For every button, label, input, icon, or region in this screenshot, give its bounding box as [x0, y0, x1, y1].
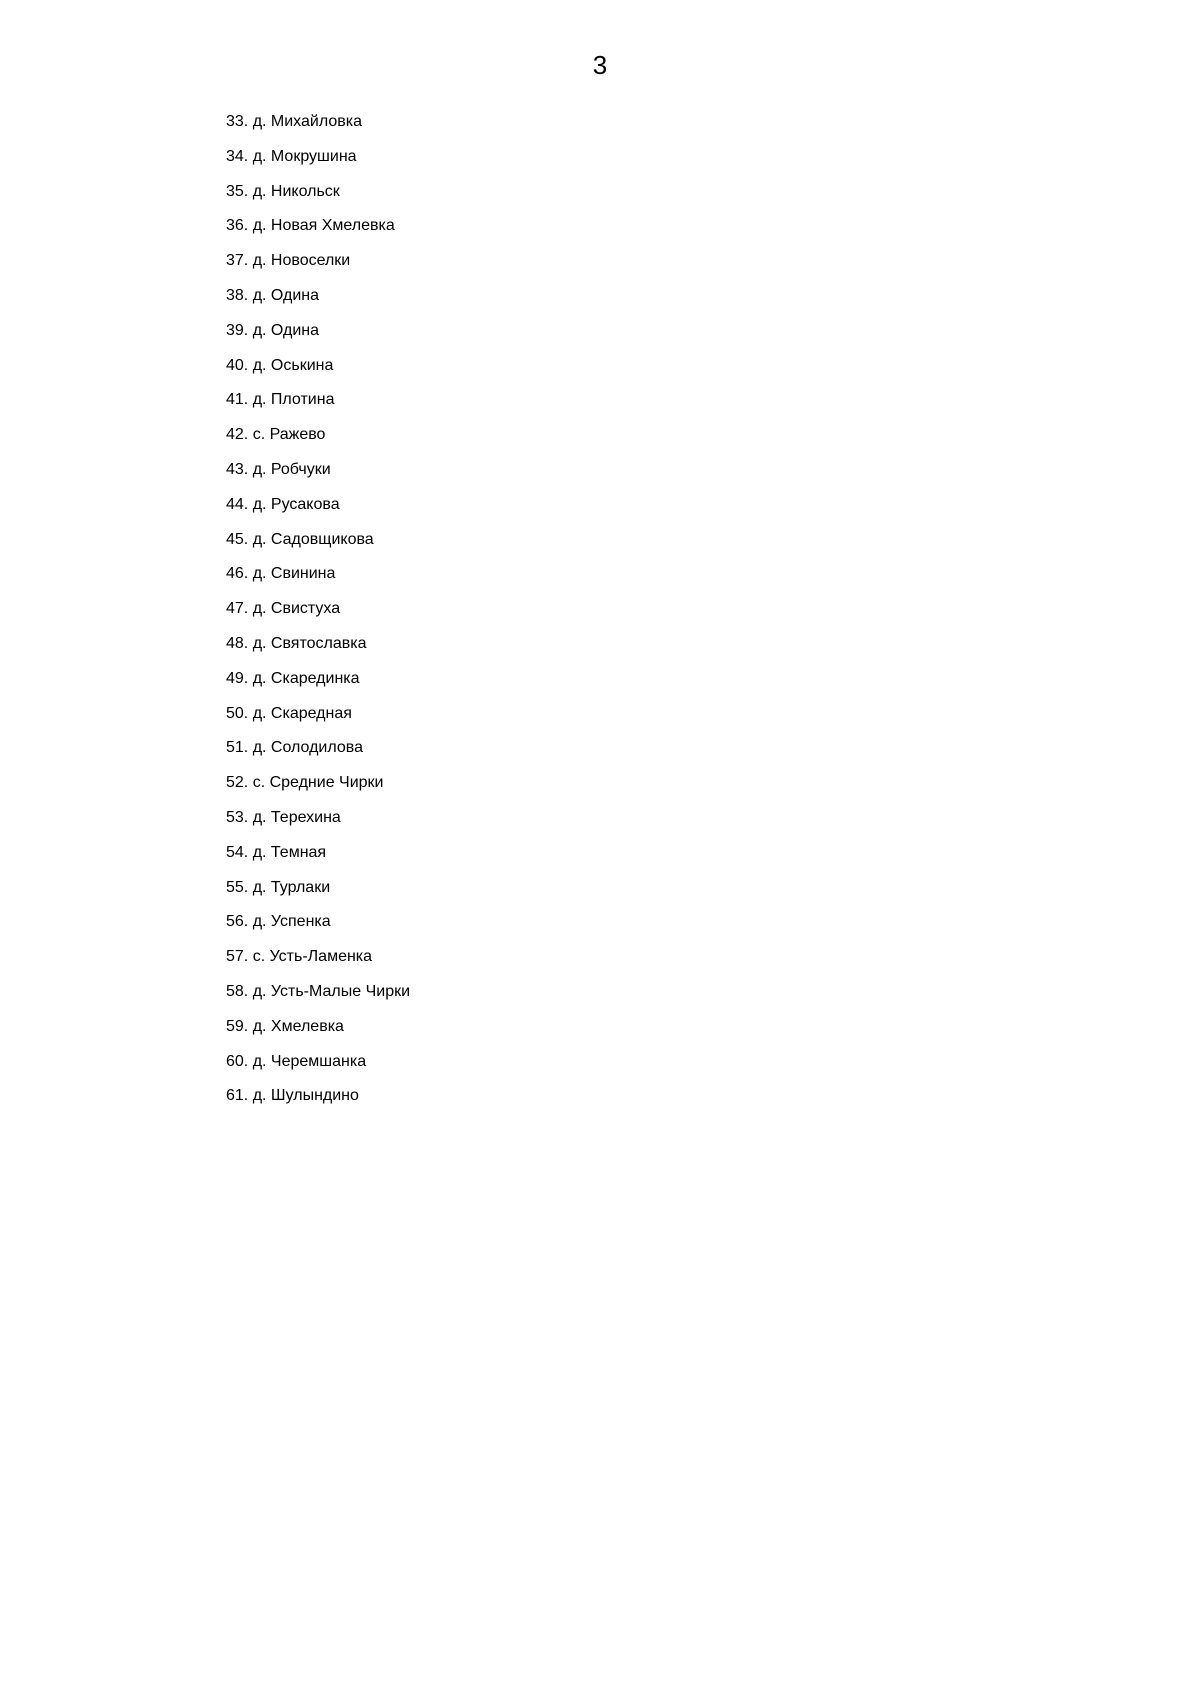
list-item: 41. д. Плотина [226, 391, 335, 409]
list-item: 35. д. Никольск [226, 182, 340, 200]
list-item: 36. д. Новая Хмелевка [226, 217, 395, 235]
list-item: 55. д. Турлаки [226, 878, 331, 896]
list-item: 57. с. Усть-Ламенка [226, 948, 373, 966]
list-item: 54. д. Темная [226, 843, 327, 861]
list-item: 38. д. Одина [226, 286, 320, 304]
list-item: 45. д. Садовщикова [226, 530, 374, 548]
list-item: 43. д. Робчуки [226, 460, 331, 478]
list-item: 47. д. Свистуха [226, 600, 341, 618]
list-item: 46. д. Свинина [226, 565, 336, 583]
list-item: 60. д. Черемшанка [226, 1052, 367, 1070]
list-item: 59. д. Хмелевка [226, 1017, 344, 1035]
list-item: 61. д. Шулындино [226, 1087, 359, 1105]
list-item: 52. с. Средние Чирки [226, 774, 384, 792]
list-item: 56. д. Успенка [226, 913, 331, 931]
list-item: 51. д. Солодилова [226, 739, 363, 757]
list-item: 58. д. Усть-Малые Чирки [226, 982, 411, 1000]
list-item: 40. д. Оськина [226, 356, 334, 374]
list-item: 44. д. Русакова [226, 495, 340, 513]
list-item: 37. д. Новоселки [226, 252, 351, 270]
settlement-list [226, 112, 410, 1121]
list-item: 39. д. Одина [226, 321, 320, 339]
list-item: 53. д. Терехина [226, 808, 341, 826]
list-item: 34. д. Мокрушина [226, 147, 357, 165]
list-item: 50. д. Скаредная [226, 704, 352, 722]
list-item: 49. д. Скарединка [226, 669, 360, 687]
list-item: 48. д. Святославка [226, 634, 367, 652]
list-item: 42. с. Ражево [226, 426, 326, 444]
page-number: 3 [592, 50, 608, 80]
list-item: 33. д. Михайловка [226, 113, 362, 130]
